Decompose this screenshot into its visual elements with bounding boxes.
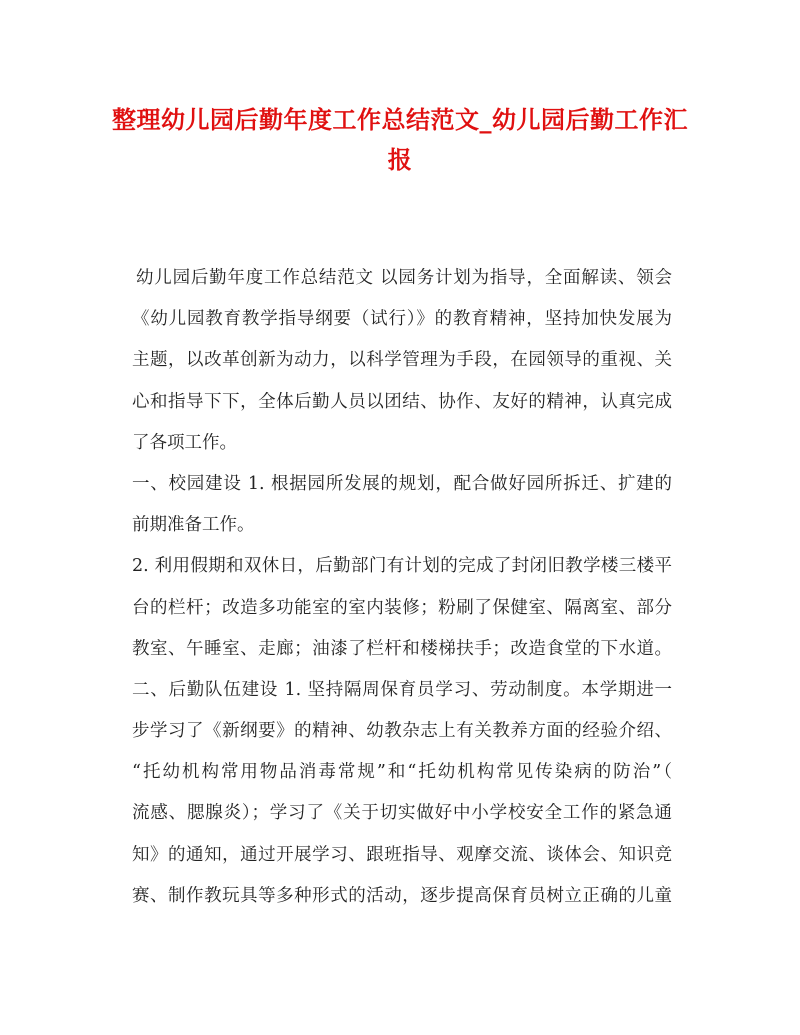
body-line: 教室、午睡室、走廊；油漆了栏杆和楼梯扶手；改造食堂的下水道。 (132, 638, 672, 659)
body-line: 主题，以改革创新为动力，以科学管理为手段，在园领导的重视、关 (132, 350, 672, 371)
body-line: 知》的通知，通过开展学习、跟班指导、观摩交流、谈体会、知识竞 (132, 844, 672, 865)
body-line: 《幼儿园教育教学指导纲要（试行）》的教育精神，坚持加快发展为 (132, 309, 672, 330)
body-line: 步学习了《新纲要》的精神、幼教杂志上有关教养方面的经验介绍、 (132, 721, 672, 742)
body-line: 2. 利用假期和双休日，后勤部门有计划的完成了封闭旧教学楼三楼平 (132, 556, 672, 577)
body-line: 二、后勤队伍建设 1. 坚持隔周保育员学习、劳动制度。本学期进一 (132, 679, 672, 700)
body-line: 一、校园建设 1. 根据园所发展的规划，配合做好园所拆迁、扩建的 (132, 473, 672, 494)
body-line: “托幼机构常用物品消毒常规”和“托幼机构常见传染病的防治”（ (132, 762, 672, 783)
body-line: 心和指导下下，全体后勤人员以团结、协作、友好的精神，认真完成 (132, 391, 672, 412)
body-line: 前期准备工作。 (132, 515, 255, 536)
document-body (132, 258, 672, 917)
body-line: 了各项工作。 (132, 432, 237, 453)
body-line: 台的栏杆；改造多功能室的室内装修；粉刷了保健室、隔离室、部分 (132, 597, 672, 618)
body-line: 流感、腮腺炎）；学习了《关于切实做好中小学校安全工作的紧急通 (132, 803, 672, 824)
document-title: 整理幼儿园后勤年度工作总结范文_幼儿园后勤工作汇报 (112, 105, 688, 174)
body-line: 赛、制作教玩具等多种形式的活动，逐步提高保育员树立正确的儿童 (132, 885, 672, 906)
body-line: 幼儿园后勤年度工作总结范文 以园务计划为指导，全面解读、领会 (136, 268, 672, 288)
